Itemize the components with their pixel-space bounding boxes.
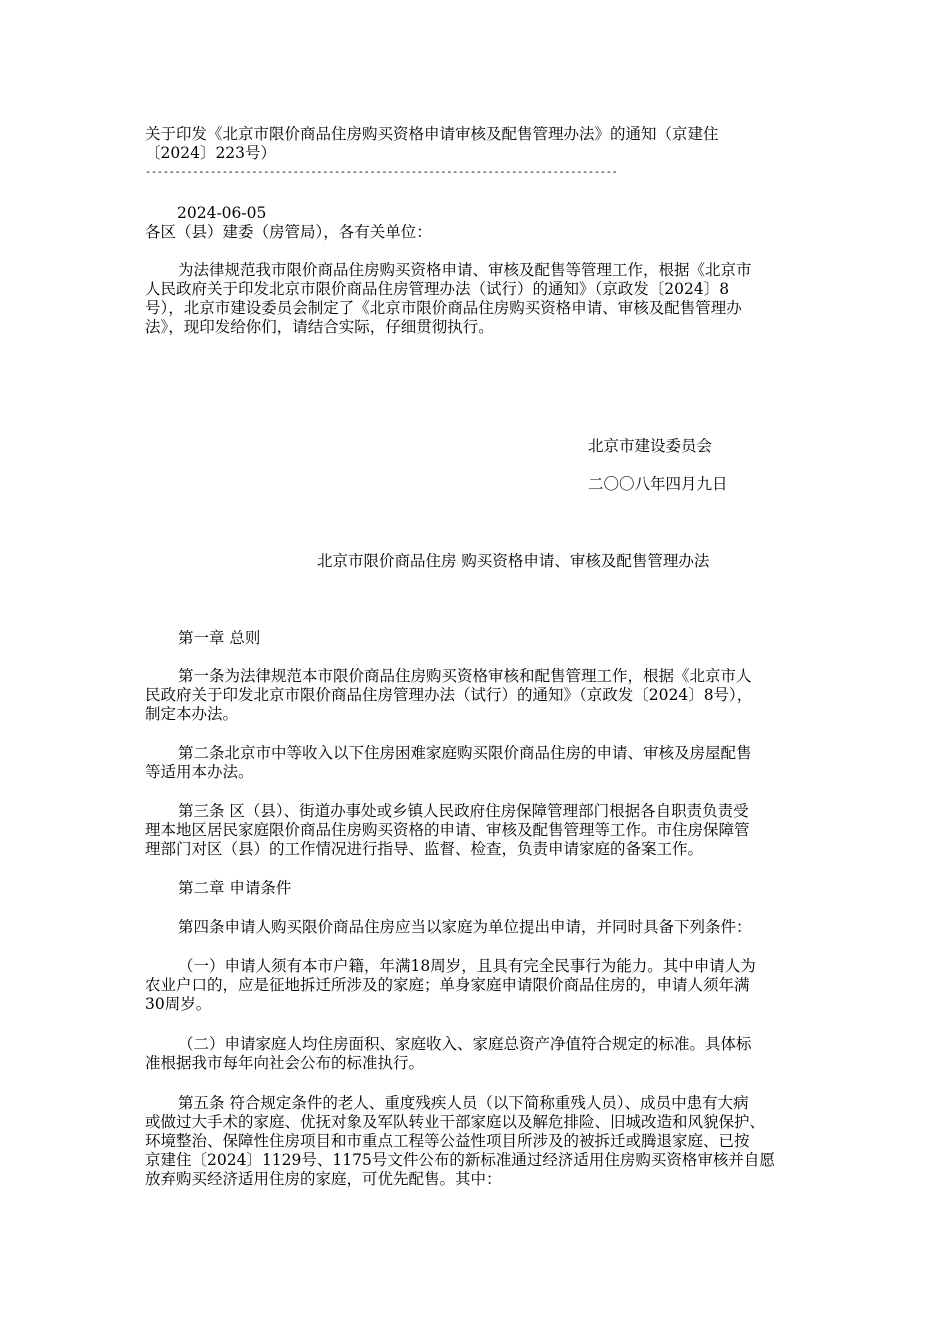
article-5: 第五条 符合规定条件的老人、重度残疾人员（以下简称重残人员）、成员中患有大病 或做过大手术的家庭、优抚对象及军队转业干部家庭以及解危排险、旧城改造和风貌保护、 环境整治、保障性住房项目和市重点工程等公益性项目所涉及的被拆迁或腾退家庭、已按 京建住〔2024〕1129号、1175号文件公布的新标准通过经济适用住房购买资格审核并自愿 放弃购买经济适用住房的家庭，可优先配售。其中： — [145, 1094, 775, 1188]
article-4: 第四条申请人购买限价商品住房应当以家庭为单位提出申请，并同时具备下列条件： — [178, 918, 752, 936]
title-line-1: 关于印发《北京市限价商品住房购买资格申请审核及配售管理办法》的通知（京建住 — [145, 125, 719, 143]
document-title — [145, 125, 810, 163]
title-line-2: 〔2024〕223号） — [145, 144, 277, 162]
article-2: 第二条北京市中等收入以下住房困难家庭购买限价商品住房的申请、审核及房屋配售 等适用本办法。 — [145, 744, 752, 781]
measures-title: 北京市限价商品住房 购买资格申请、审核及配售管理办法 — [317, 552, 710, 570]
signature-org: 北京市建设委员会 — [588, 437, 713, 455]
document-date: 2024-06-05 — [177, 204, 267, 222]
chapter-1-heading: 第一章 总则 — [178, 629, 261, 647]
separator-line: -------------------------------------------------------------------------------- — [145, 166, 618, 178]
signature-date: 二〇〇八年四月九日 — [588, 475, 728, 493]
article-4-item-1: （一）申请人须有本市户籍，年满18周岁，且具有完全民事行为能力。其中申请人为 农业户口的，应是征地拆迁所涉及的家庭；单身家庭申请限价商品住房的，申请人须年满 30周岁。 — [145, 957, 756, 1013]
chapter-2-heading: 第二章 申请条件 — [178, 879, 292, 897]
addressee: 各区（县）建委（房管局），各有关单位： — [145, 223, 432, 241]
article-1: 第一条为法律规范本市限价商品住房购买资格审核和配售管理工作，根据《北京市人 民政府关于印发北京市限价商品住房管理办法（试行）的通知》（京政发〔2024〕8号）， 制定本办法。 — [145, 667, 753, 723]
article-3: 第三条 区（县）、街道办事处或乡镇人民政府住房保障管理部门根据各自职责负责受 理本地区居民家庭限价商品住房购买资格的申请、审核及配售管理等工作。市住房保障管 理部门对区（县）的工作情况进行指导、监督、检查，负责申请家庭的备案工作。 — [145, 802, 750, 858]
intro-paragraph: 为法律规范我市限价商品住房购买资格申请、审核及配售等管理工作，根据《北京市 人民政府关于印发北京市限价商品住房管理办法（试行）的通知》（京政发〔2024〕8 号），北京市建设委员会制定了《北京市限价商品住房购买资格申请、审核及配售管理办 法》，现印发给你们，请结合实际，仔细贯彻执行。 — [145, 261, 752, 336]
article-4-item-2: （二）申请家庭人均住房面积、家庭收入、家庭总资产净值符合规定的标准。具体标 准根据我市每年向社会公布的标准执行。 — [145, 1035, 752, 1072]
